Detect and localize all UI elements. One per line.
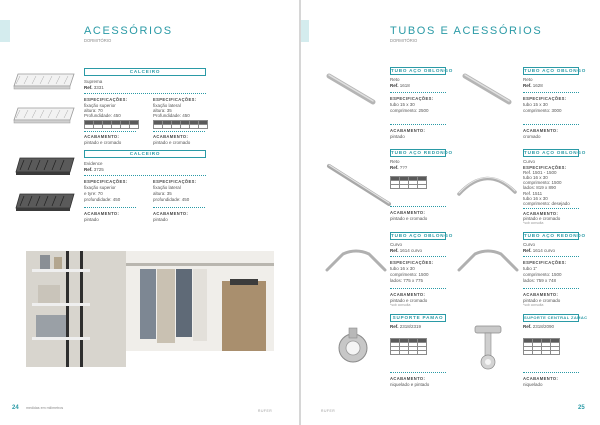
spec-line: comprimento: desejado [523,201,570,206]
finish-label: ACABAMENTO: [153,211,189,216]
spec-label-right: ESPECIFICAÇÕES: [153,179,197,184]
central-support-image [471,324,505,372]
ref-label: Ref. [523,83,532,88]
footnote: *sob consulta [523,303,544,307]
spec-line: comprimento: 1500 [523,272,562,277]
spec-line: profundidade: 450 [153,197,190,202]
size-table [523,338,560,355]
spec-line: comprimento: 1500 [523,180,562,185]
spec-line: e tyre: 70 [84,191,103,196]
finish-value: pintado e cromado [523,298,561,303]
dotted-divider [84,131,136,132]
right-teal-tab [301,20,309,42]
ref-value: ??? [399,165,408,170]
spec-line: fixação lateral [153,185,181,190]
curved-tube-image [323,246,389,274]
evidence-name: Evidence [84,161,103,166]
spec-line: Ref. 1501 - 1500 [523,170,557,175]
left-page-subtitle: DORMITÓRIO [84,38,112,43]
curved-tube-image [455,170,519,198]
dotted-divider [523,208,579,209]
support-ref [390,324,421,330]
support-band: SUPORTE CENTRAL ZAMAC [524,315,588,320]
suprema-name: Suprema [84,79,103,84]
dotted-divider [390,124,446,125]
left-page [0,0,299,425]
ref-label: Ref. [390,83,399,88]
dotted-divider [390,206,446,207]
dotted-divider [390,372,446,373]
calceiro-band-1: CALCEIRO [84,68,206,76]
tube-name: Reto [390,159,400,164]
spec-line: tubo 15 x 30 [390,102,415,107]
tube-ref [523,83,543,89]
closet-photo [26,251,274,367]
spec-label: ESPECIFICAÇÕES: [523,165,567,170]
bracket-support-image [335,326,371,372]
tube-name: Curvo [390,242,403,247]
spec-line: altura: 35 [153,191,172,196]
size-table [390,338,427,355]
page-number-right: 25 [578,405,585,411]
spec-line: tubo 16 x 30 [523,196,548,201]
ref-label: Ref. [523,248,532,253]
finish-value: pintado e cromado [390,298,428,303]
ref-label: Ref. [84,85,93,90]
support-ref [523,324,554,330]
tube-ref [390,165,407,171]
tube-ref [390,248,422,254]
finish-label: ACABAMENTO: [84,134,120,139]
spec-line: comprimento: 3000 [523,108,562,113]
dotted-divider [153,207,205,208]
ref-label: Ref. [390,165,399,170]
spec-line: lados: 819 x 890 [523,185,557,190]
dotted-divider [84,175,206,176]
footer-text: medidas em milímetros [26,406,64,410]
finish-label: ACABAMENTO: [390,292,426,297]
dotted-divider [523,288,579,289]
dotted-divider [390,92,446,93]
suprema-rack-image-2 [14,104,78,128]
dotted-divider [84,207,136,208]
finish-value: niquelado e pintado [390,382,430,387]
finish-label: ACABAMENTO: [523,211,559,216]
spec-line: comprimento: 1500 [390,272,429,277]
spec-line: Profundidade: 450 [84,113,121,118]
dotted-divider [390,288,446,289]
spec-line: tubo 1" [523,266,538,271]
finish-value: pintado [84,217,99,222]
footnote: *sob consulta [390,303,411,307]
footnote: *sob consulta [523,221,544,225]
finish-label: ACABAMENTO: [523,292,559,297]
size-table [153,120,208,129]
size-table [84,120,139,129]
tube-ref [523,248,555,254]
right-page [301,0,600,425]
left-teal-tab [0,20,10,42]
ref-label: Ref. [390,324,399,329]
brand-text: RUFER [321,409,336,413]
spec-label-left: ESPECIFICAÇÕES: [84,97,128,102]
spec-label-right: ESPECIFICAÇÕES: [153,97,197,102]
dotted-divider [523,124,579,125]
ref-label: Ref. [523,324,532,329]
spec-line: Profundidade: 450 [153,113,190,118]
spec-line: profundidade: 450 [84,197,121,202]
finish-value: pintado [153,217,168,222]
spec-line: fixação superior [84,185,116,190]
dotted-divider [523,92,579,93]
finish-value: pintado e cromado [523,216,561,221]
curved-tube-image [455,246,521,274]
round-tube-image [325,160,395,210]
dotted-divider [153,131,205,132]
finish-label: ACABAMENTO: [390,376,426,381]
ref-value: 1614 curvo [532,248,556,253]
dotted-divider [523,256,579,257]
finish-label: ACABAMENTO: [390,210,426,215]
right-page-title: TUBOS E ACESSÓRIOS [390,25,543,37]
evidence-rack-image-1 [14,154,78,182]
size-table [390,176,427,189]
ref-label: Ref. [84,167,93,172]
spec-label: ESPECIFICAÇÕES: [523,260,567,265]
suprema-rack-image-1 [14,70,78,94]
tube-band: TUBO AÇO OBLONGO [524,68,587,73]
spec-line: tubo 15 x 30 [523,102,548,107]
spec-label: ESPECIFICAÇÕES: [390,96,434,101]
finish-label: ACABAMENTO: [153,134,189,139]
ref-value: 1628 [532,83,543,88]
spec-line: lados: 759 x 748 [523,278,557,283]
right-page-subtitle: DORMITÓRIO [390,38,418,43]
finish-label: ACABAMENTO: [523,376,559,381]
tube-band: TUBO AÇO OBLONGO [391,233,454,238]
spec-line: fixação superior [84,103,116,108]
straight-tube-image-2 [461,70,515,110]
tube-name: Curvo [523,159,536,164]
spec-label: ESPECIFICAÇÕES: [390,260,434,265]
tube-ref [390,83,410,89]
brand-logo-right [321,409,335,413]
tube-band: TUBO AÇO REDONDO [524,233,586,238]
spec-line: fixação lateral [153,103,181,108]
spec-line: altura: 35 [153,108,172,113]
left-page-title: ACESSÓRIOS [84,25,173,37]
finish-value: niquelado [523,382,543,387]
dotted-divider [523,372,579,373]
support-band: SUPORTE PAMAO [390,314,446,322]
suprema-ref [84,85,104,91]
ref-label: Ref. [390,248,399,253]
dotted-divider [84,93,206,94]
tube-band: TUBO AÇO REDONDO [391,150,453,155]
spec-line: altura: 70 [84,108,103,113]
finish-value: pintado e cromado [390,216,428,221]
calceiro-band-2: CALCEIRO [84,150,206,158]
tube-name: Curvo [523,242,536,247]
spec-line: tubo 16 x 30 [390,266,415,271]
tube-name: Reto [390,77,400,82]
page-number-left: 24 [12,405,19,411]
finish-label: ACABAMENTO: [390,128,426,133]
brand-logo-left [258,409,272,413]
spec-line: lados: 775 x 775 [390,278,424,283]
ref-value: 3725 [93,167,104,172]
spec-label: ESPECIFICAÇÕES: [523,96,567,101]
finish-value: pintado e cromado [153,140,191,145]
ref-value: 3331 [93,85,104,90]
ref-value: 2318/2319 [399,324,422,329]
evidence-rack-image-2 [14,190,78,218]
tube-band: TUBO AÇO OBLONGO [524,150,587,155]
finish-value: cromado [523,134,541,139]
ref-value: 2318/2090 [532,324,555,329]
ref-value: 1618 [399,83,410,88]
spec-label-left: ESPECIFICAÇÕES: [84,179,128,184]
ref-value: 1614 curvo [399,248,423,253]
finish-label: ACABAMENTO: [84,211,120,216]
tube-band: TUBO AÇO OBLONGO [391,68,454,73]
brand-text: RUFER [258,409,273,413]
finish-value: pintado [390,134,405,139]
finish-label: ACABAMENTO: [523,128,559,133]
straight-tube-image-1 [325,70,379,110]
finish-value: pintado e cromado [84,140,122,145]
spec-line: tubo 16 x 30 [523,175,548,180]
dotted-divider [390,256,446,257]
spec-line: comprimento: 2500 [390,108,429,113]
spec-line: Ref. 1511 [523,191,543,196]
tube-name: Reto [523,77,533,82]
evidence-ref [84,167,104,173]
